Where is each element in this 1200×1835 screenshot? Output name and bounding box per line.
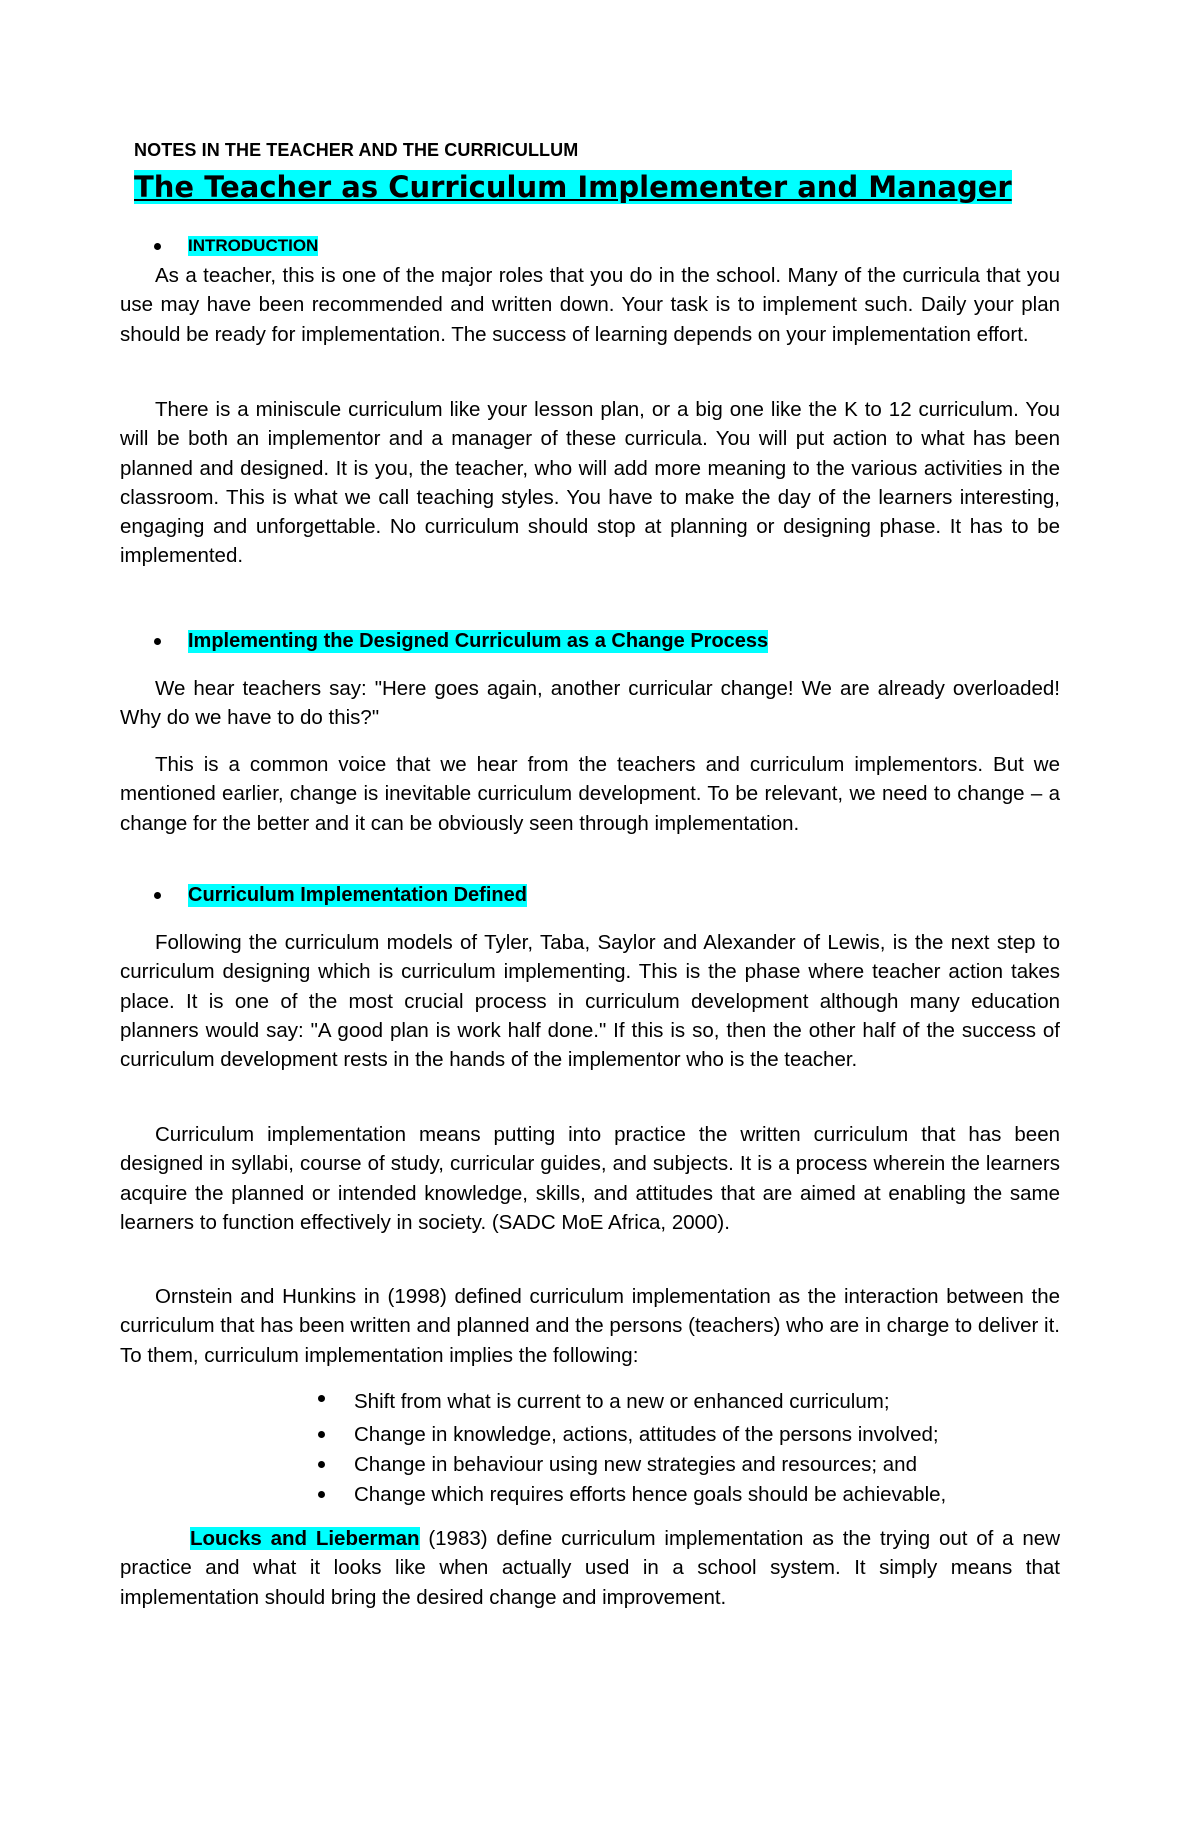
- intro-paragraph-1: As a teacher, this is one of the major roles that you do in the school. Many of the curricula that you use may have been recommended and written down. Your task is to implement such. Daily your plan should be ready for implementation. The success of learning depends on your implementation effort.: [120, 264, 1060, 346]
- document-title-text: The Teacher as Curriculum Implementer and Manager: [134, 170, 1012, 204]
- closing-paragraph: [120, 1524, 1060, 1612]
- list-item: Change in knowledge, actions, attitudes of the persons involved;: [318, 1420, 1058, 1450]
- bullet-icon: [154, 243, 161, 250]
- section-heading-introduction: [150, 236, 318, 256]
- document-title: [134, 170, 1012, 204]
- defined-paragraph-2: Curriculum implementation means putting into practice the written curriculum that has been designed in syllabi, course of study, curricular guides, and subjects. It is a process wherein the learners acquire the planned or intended knowledge, skills, and attitudes that are aimed at enabling the same learners to function effectively in society. (SADC MoE Africa, 2000).: [120, 1123, 1060, 1234]
- list-item: Shift from what is current to a new or enhanced curriculum;: [318, 1384, 1058, 1420]
- bullet-icon: [154, 638, 161, 645]
- intro-paragraph-2: There is a miniscule curriculum like your lesson plan, or a big one like the K to 12 curriculum. You will be both an implementor and a manager of these curricula. You will put action to what has been planned and designed. It is you, the teacher, who will add more meaning to the various activities in the classroom. This is what we call teaching styles. You have to make the day of the learners interesting, engaging and unforgettable. No curriculum should stop at planning or designing phase. It has to be implemented.: [120, 398, 1060, 568]
- section-heading-text: INTRODUCTION: [188, 236, 319, 255]
- section-heading-change-process: [150, 630, 768, 653]
- list-item: Change which requires efforts hence goals should be achievable,: [318, 1480, 1058, 1510]
- author-highlight: Loucks and Lieberman: [190, 1527, 420, 1550]
- implications-list: [318, 1384, 1058, 1510]
- change-paragraph-2: This is a common voice that we hear from the teachers and curriculum implementors. But we mentioned earlier, change is inevitable curriculum development. To be relevant, we need to change – a change for the better and it can be obviously seen through implementation.: [120, 753, 1060, 835]
- section-heading-defined: [150, 884, 527, 907]
- list-item: Change in behaviour using new strategies and resources; and: [318, 1450, 1058, 1480]
- change-paragraph-1: We hear teachers say: "Here goes again, another curricular change! We are already overloaded! Why do we have to do this?": [120, 677, 1060, 730]
- section-heading-text: Implementing the Designed Curriculum as a Change Process: [188, 630, 769, 652]
- defined-paragraph-3: Ornstein and Hunkins in (1998) defined curriculum implementation as the interaction between the curriculum that has been written and planned and the persons (teachers) who are in charge to deliver it. To them, curriculum implementation implies the following:: [120, 1285, 1060, 1367]
- document-label: NOTES IN THE TEACHER AND THE CURRICULLUM: [134, 140, 579, 160]
- bullet-icon: [154, 892, 161, 899]
- defined-paragraph-1: Following the curriculum models of Tyler, Taba, Saylor and Alexander of Lewis, is the next step to curriculum designing which is curriculum implementing. This is the phase where teacher action takes place. It is one of the most crucial process in curriculum development although many education planners would say: "A good plan is work half done." If this is so, then the other half of the success of curriculum development rests in the hands of the implementor who is the teacher.: [120, 931, 1060, 1072]
- closing-text: (1983) define curriculum implementation as the trying out of a new practice and what it looks like when actually used in a school system. It simply means that implementation should bring the desired change and improvement.: [120, 1527, 1060, 1609]
- section-heading-text: Curriculum Implementation Defined: [188, 884, 527, 906]
